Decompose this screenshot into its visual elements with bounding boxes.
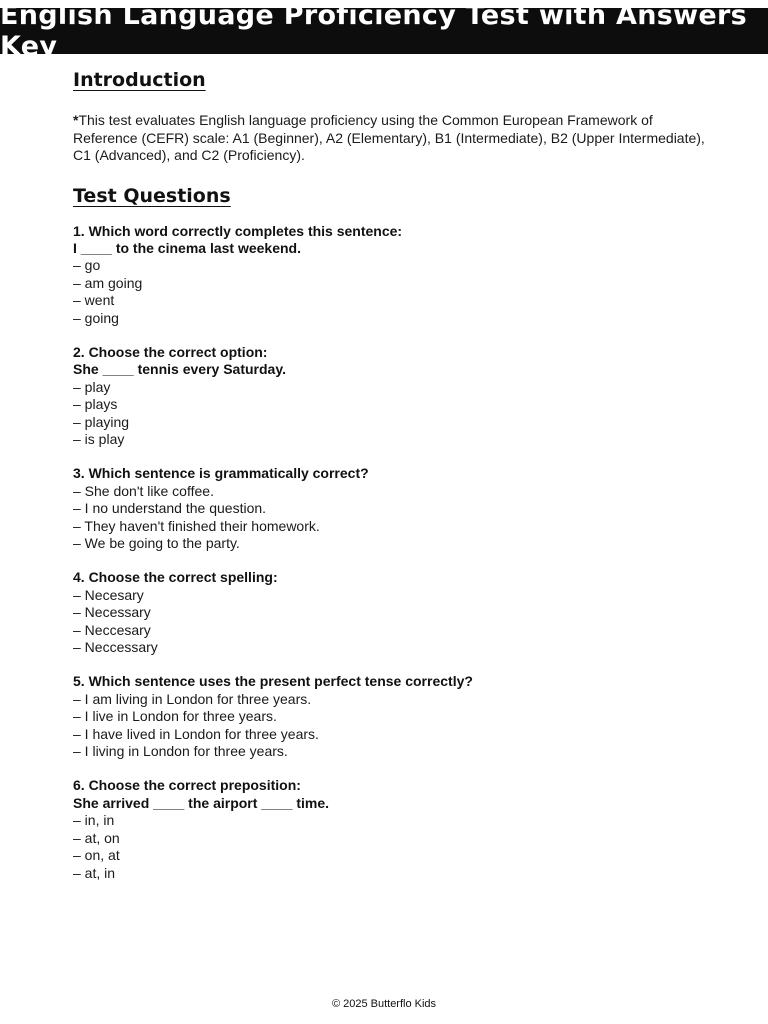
test-questions-heading: Test Questions: [73, 184, 231, 207]
answer-option: – go: [73, 257, 101, 274]
question-4: [73, 569, 713, 656]
copyright-footer: © 2025 Butterflo Kids: [331, 998, 437, 1010]
answer-option: – Necessary: [73, 604, 151, 621]
question-6: [73, 777, 713, 881]
answer-option: – playing: [73, 413, 130, 430]
question-text: 4. Choose the correct spelling:: [73, 569, 278, 586]
answer-option: – I no understand the question.: [73, 500, 267, 517]
question-text: 3. Which sentence is grammatically correct?: [73, 465, 369, 482]
answer-option: – at, in: [73, 864, 116, 881]
answer-option: – went: [73, 292, 115, 309]
answer-option: – am going: [73, 274, 143, 291]
question-sentence: I ____ to the cinema last weekend.: [73, 239, 301, 256]
answer-option: – I living in London for three years.: [73, 743, 288, 760]
question-sentence: She arrived ____ the airport ____ time.: [73, 794, 330, 811]
answer-option: – going: [73, 309, 119, 326]
document-body: [73, 66, 713, 882]
answer-option: – Neccessary: [73, 639, 158, 656]
question-1: [73, 223, 713, 327]
answer-option: – is play: [73, 430, 125, 447]
answer-option: – Neccesary: [73, 621, 151, 638]
answer-option: – I live in London for three years.: [73, 708, 277, 725]
answer-option: – Necesary: [73, 586, 144, 603]
answer-option: – I am living in London for three years.: [73, 690, 312, 707]
asterisk-mark: *: [73, 112, 79, 128]
page-title: English Language Proficiency Test with Answers Key: [0, 0, 747, 62]
question-5: [73, 673, 713, 760]
question-text: 5. Which sentence uses the present perfect tense correctly?: [73, 673, 473, 690]
answer-option: – play: [73, 378, 111, 395]
introduction-paragraph: [73, 112, 713, 165]
question-text: 1. Which word correctly completes this sentence:: [73, 222, 403, 239]
answer-option: – at, on: [73, 829, 120, 846]
question-3: [73, 465, 713, 552]
answer-option: – She don't like coffee.: [73, 482, 214, 499]
answer-option: – on, at: [73, 847, 120, 864]
introduction-text: This test evaluates English language proficiency using the Common European Framework of Reference (CEFR) scale: A1 (Beginner), A2 (Elementary), B1 (Intermediate), B2 (Upper Intermediate), C1 (Advanced), and C2 (Proficiency).: [73, 112, 705, 163]
answer-option: – plays: [73, 396, 118, 413]
question-2: [73, 344, 713, 448]
answer-option: – in, in: [73, 812, 115, 829]
question-text: 2. Choose the correct option:: [73, 343, 268, 360]
question-text: 6. Choose the correct preposition:: [73, 777, 301, 794]
answer-option: – We be going to the party.: [73, 535, 240, 551]
answer-option: – I have lived in London for three years.: [73, 725, 319, 742]
answer-option: – They haven't finished their homework.: [73, 517, 320, 534]
introduction-heading: Introduction: [73, 69, 206, 91]
question-sentence: She ____ tennis every Saturday.: [73, 361, 286, 378]
title-banner: [0, 0, 768, 62]
